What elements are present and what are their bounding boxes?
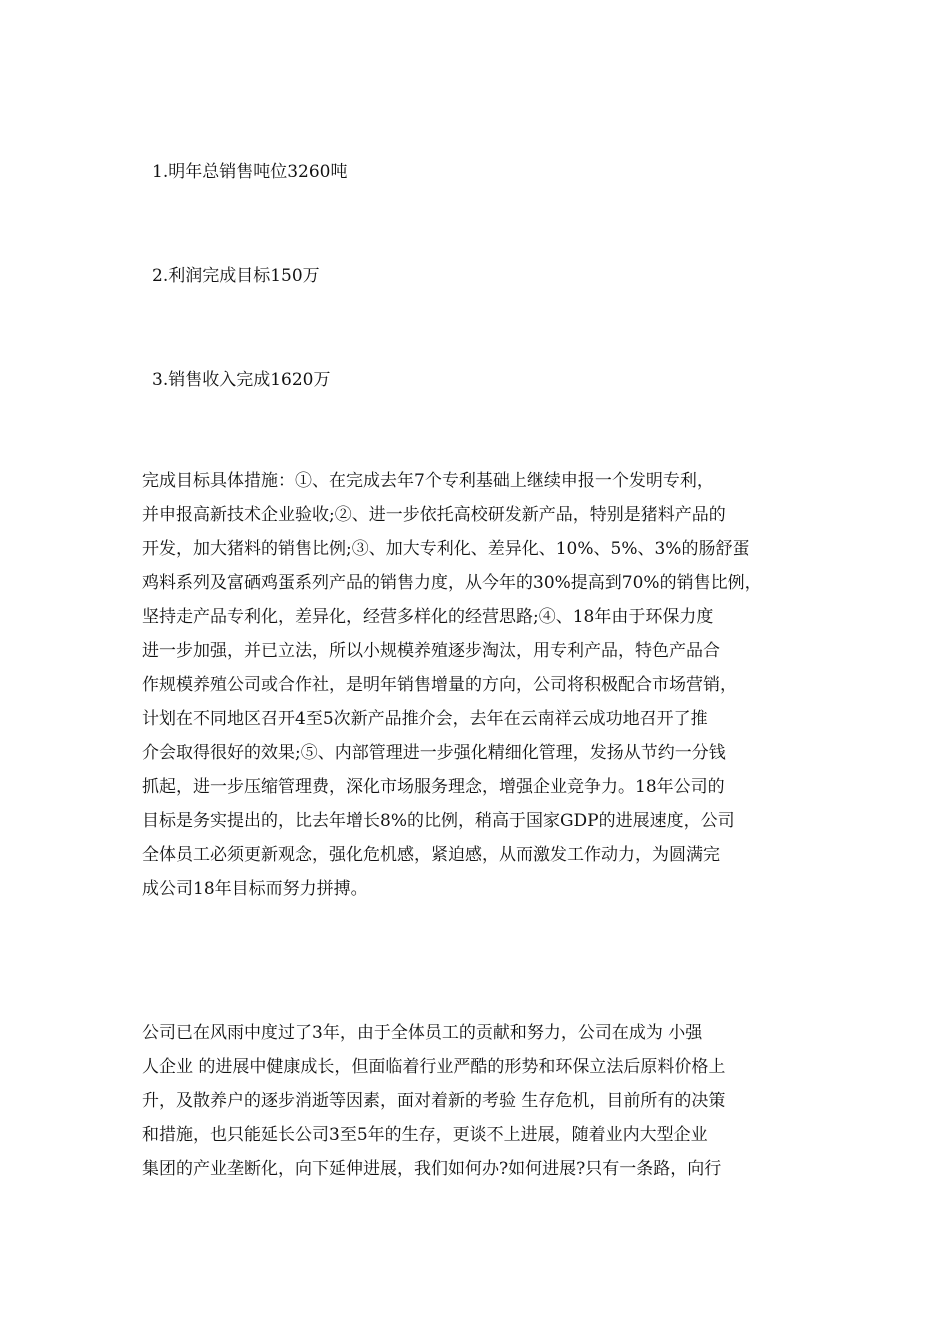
paragraph-line: 介会取得很好的效果;⑤、内部管理进一步强化精细化管理，发扬从节约一分钱 [142, 743, 726, 763]
goal-item-tonnage: 1.明年总销售吨位3260吨 [152, 162, 348, 182]
paragraph-line: 集团的产业垄断化，向下延伸进展，我们如何办?如何进展?只有一条路，向行 [142, 1159, 722, 1179]
paragraph-line: 鸡料系列及富硒鸡蛋系列产品的销售力度，从今年的30%提高到70%的销售比例， [142, 573, 762, 593]
paragraph-line: 并申报高新技术企业验收;②、进一步依托高校研发新产品，特别是猪料产品的 [142, 505, 726, 525]
paragraph-line: 人企业 的进展中健康成长，但面临着行业严酷的形势和环保立法后原料价格上 [142, 1057, 726, 1077]
paragraph-line: 坚持走产品专利化，差异化，经营多样化的经营思路;④、18年由于环保力度 [142, 607, 714, 627]
paragraph-line: 全体员工必须更新观念，强化危机感，紧迫感，从而激发工作动力，为圆满完 [142, 845, 720, 865]
paragraph-line: 成公司18年目标而努力拼搏。 [142, 879, 368, 899]
paragraph-line: 公司已在风雨中度过了3年，由于全体员工的贡献和努力，公司在成为 小强 [142, 1023, 703, 1043]
paragraph-line: 抓起，进一步压缩管理费，深化市场服务理念，增强企业竞争力。18年公司的 [142, 777, 725, 797]
paragraph-line: 和措施，也只能延长公司3至5年的生存，更谈不上进展，随着业内大型企业 [142, 1125, 708, 1145]
company-paragraph [142, 1016, 822, 1186]
paragraph-line: 开发，加大猪料的销售比例;③、加大专利化、差异化、10%、5%、3%的肠舒蛋 [142, 539, 750, 559]
paragraph-line: 计划在不同地区召开4至5次新产品推介会，去年在云南祥云成功地召开了推 [142, 709, 708, 729]
goal-item-revenue: 3.销售收入完成1620万 [152, 370, 331, 390]
paragraph-line: 作规模养殖公司或合作社，是明年销售增量的方向，公司将积极配合市场营销， [142, 675, 737, 695]
paragraph-line: 完成目标具体措施：①、在完成去年7个专利基础上继续申报一个发明专利， [142, 471, 714, 491]
paragraph-line: 升，及散养户的逐步消逝等因素，面对着新的考验 生存危机，目前所有的决策 [142, 1091, 726, 1111]
paragraph-line: 进一步加强，并已立法，所以小规模养殖逐步淘汰，用专利产品，特色产品合 [142, 641, 720, 661]
paragraph-line: 目标是务实提出的，比去年增长8%的比例，稍高于国家GDP的进展速度，公司 [142, 811, 735, 831]
goal-item-profit: 2.利润完成目标150万 [152, 266, 320, 286]
measures-paragraph [142, 464, 822, 906]
